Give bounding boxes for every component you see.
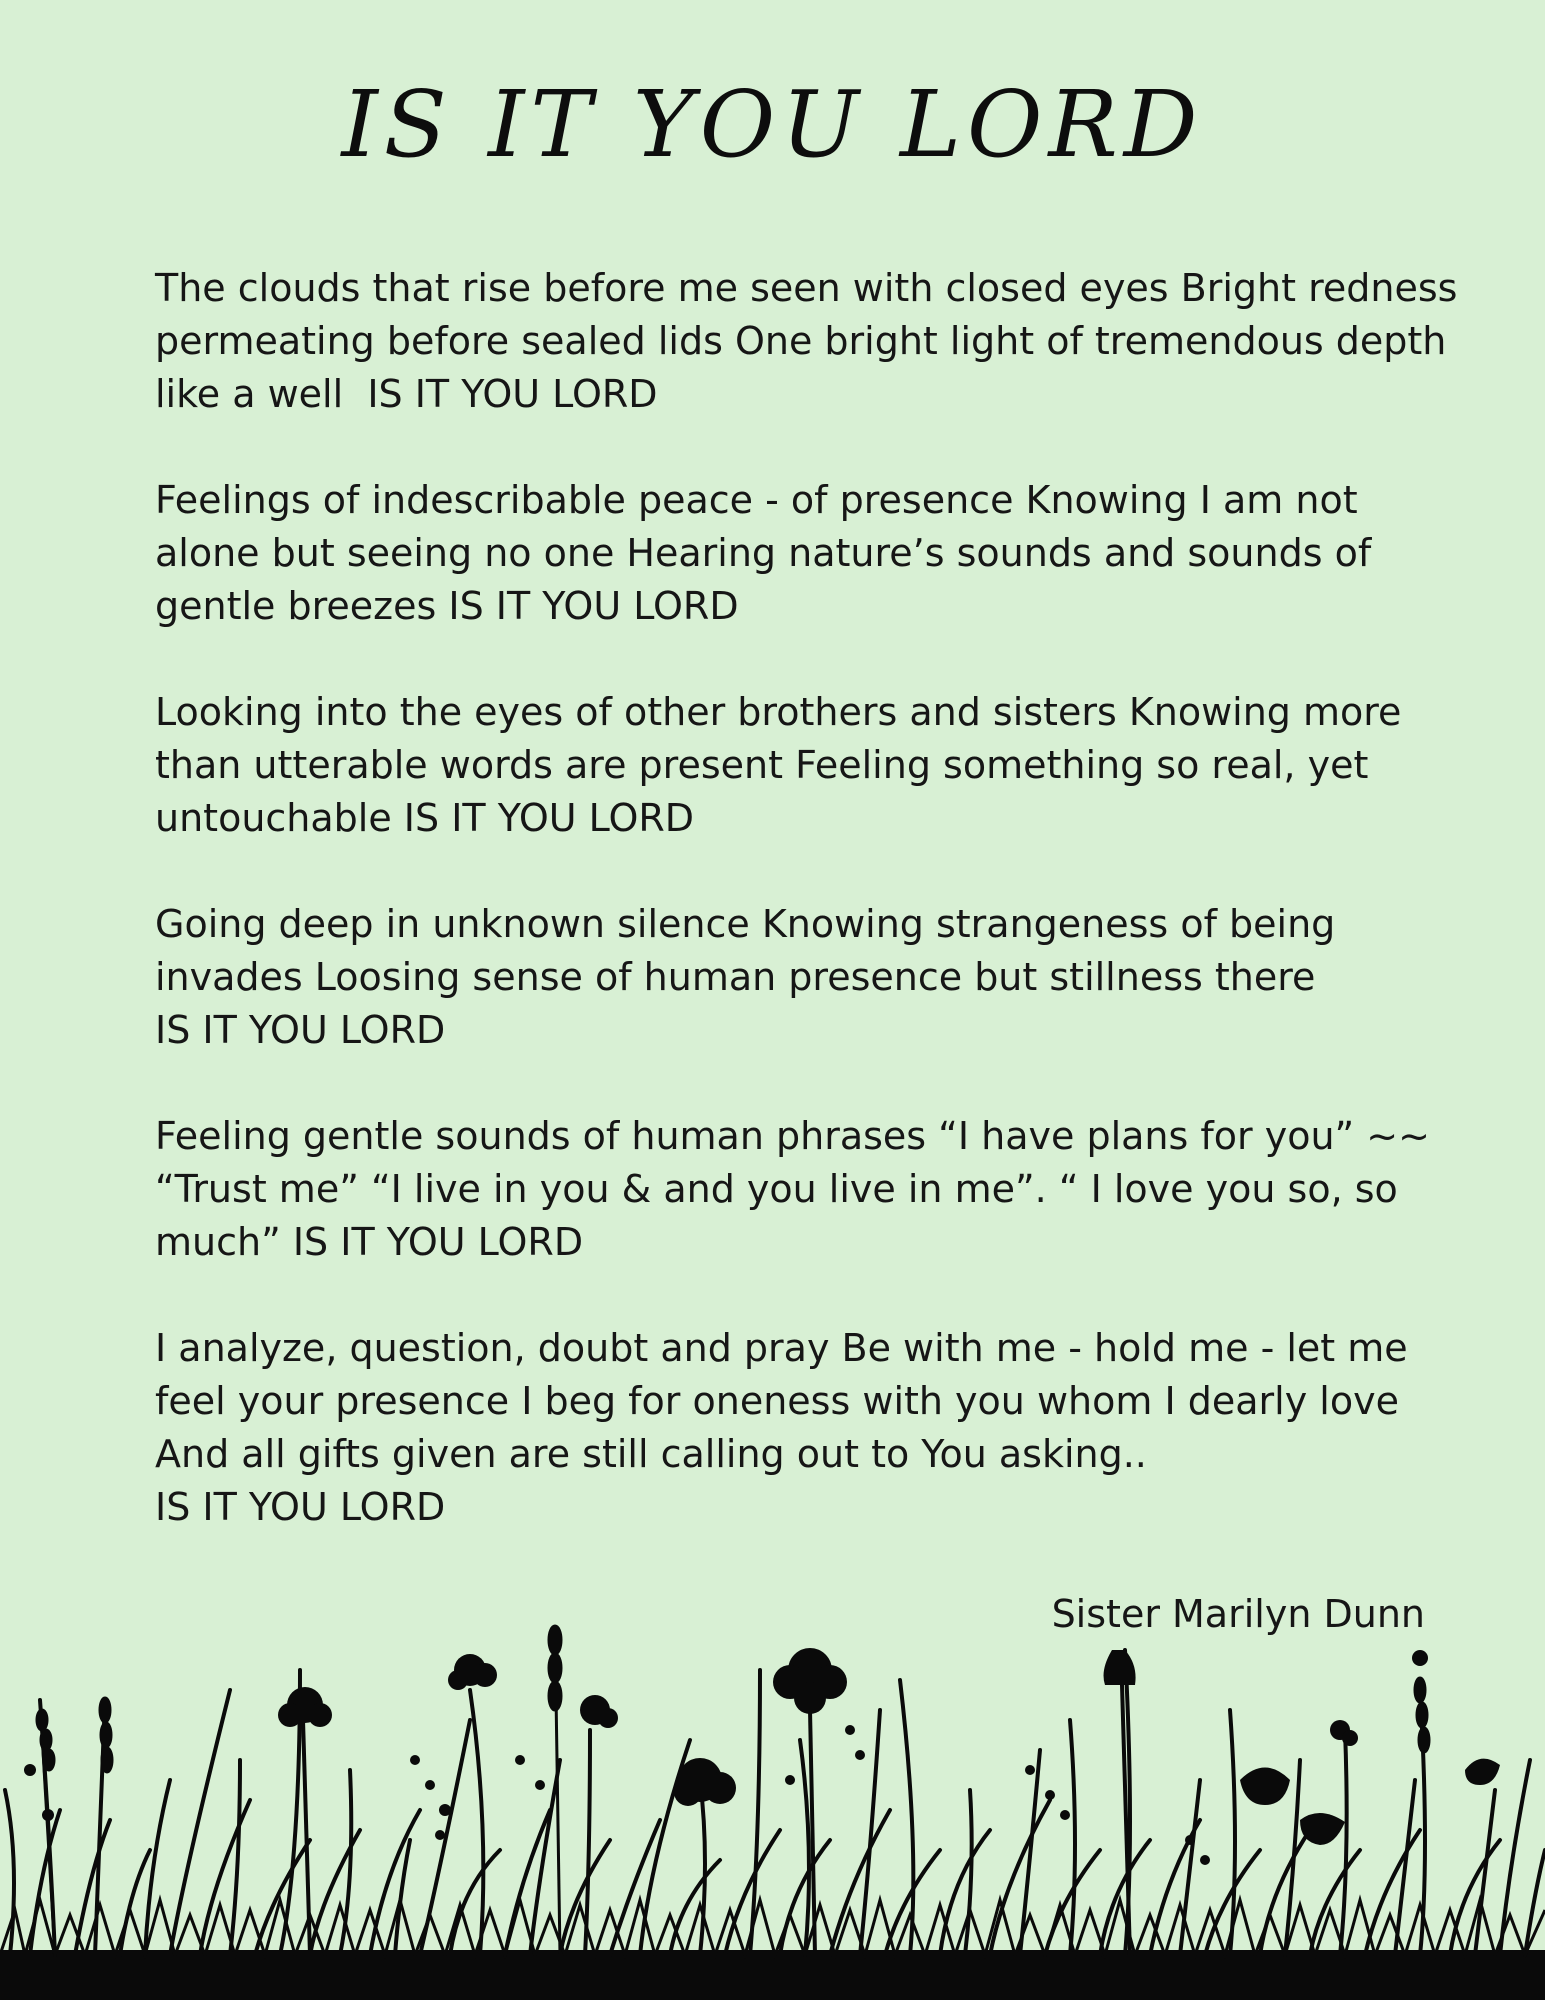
poem-line: feel your presence I beg for oneness with you whom I dearly love	[155, 1379, 1399, 1423]
poem-line: “Trust me” “I live in you & and you live in me”. “ I love you so, so	[155, 1167, 1398, 1211]
poem-line: than utterable words are present Feeling something so real, yet	[155, 743, 1369, 787]
poem-line: Looking into the eyes of other brothers and sisters Knowing more	[155, 690, 1402, 734]
stanza-2	[155, 474, 1415, 633]
poem-line: much” IS IT YOU LORD	[155, 1220, 584, 1264]
stanza-5	[155, 1110, 1430, 1269]
poem-line: IS IT YOU LORD	[155, 1485, 446, 1529]
wildflower-meadow-silhouette-icon	[0, 1610, 1545, 2000]
author-signature: Sister Marilyn Dunn	[1051, 1592, 1425, 1636]
poem-line: permeating before sealed lids One bright light of tremendous depth	[155, 319, 1447, 363]
stanza-1	[155, 262, 1458, 421]
poem-line: I analyze, question, doubt and pray Be with me - hold me - let me	[155, 1326, 1408, 1370]
poem-body	[155, 262, 1458, 1587]
poem-line: Feeling gentle sounds of human phrases “I have plans for you” ~~	[155, 1114, 1430, 1158]
poem-line: And all gifts given are still calling out to You asking..	[155, 1432, 1147, 1476]
poem-line: like a well IS IT YOU LORD	[155, 372, 658, 416]
poem-line: Feelings of indescribable peace - of presence Knowing I am not	[155, 478, 1358, 522]
stanza-4	[155, 898, 1415, 1057]
poem-title: IS IT YOU LORD	[341, 71, 1204, 178]
stanza-6	[155, 1322, 1415, 1534]
poem-line: Going deep in unknown silence Knowing strangeness of being	[155, 902, 1336, 946]
poem-line: IS IT YOU LORD	[155, 1008, 446, 1052]
poem-line: untouchable IS IT YOU LORD	[155, 796, 695, 840]
stanza-3	[155, 686, 1415, 845]
poem-line: gentle breezes IS IT YOU LORD	[155, 584, 739, 628]
poem-line: invades Loosing sense of human presence but stillness there	[155, 955, 1316, 999]
poem-line: The clouds that rise before me seen with closed eyes Bright redness	[155, 266, 1458, 310]
poem-line: alone but seeing no one Hearing nature’s sounds and sounds of	[155, 531, 1372, 575]
